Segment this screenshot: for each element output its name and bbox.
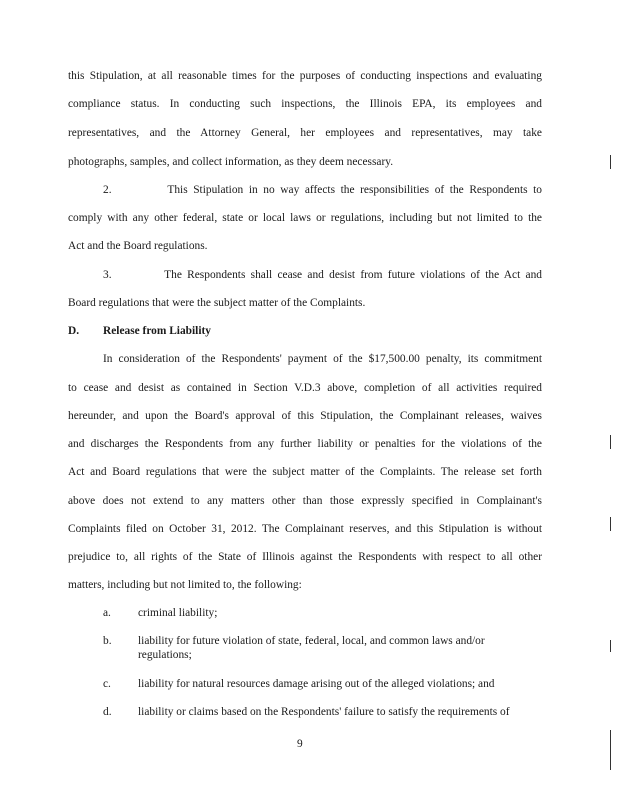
body-line: photographs, samples, and collect information, as they deem necessary. xyxy=(68,156,394,168)
paragraph-2-first-line: 2. This Stipulation in no way affects the responsibilities of the Respondents to xyxy=(103,184,542,196)
release-line: matters, including but not limited to, the following: xyxy=(68,579,302,591)
release-line: Act and Board regulations that were the subject matter of the Complaints. The release set forth xyxy=(68,466,542,478)
release-line: and discharges the Respondents from any further liability or penalties for the violations of the xyxy=(68,438,542,450)
body-line: representatives, and the Attorney General, her employees and representatives, may take xyxy=(68,127,542,139)
scan-margin-mark xyxy=(610,730,611,770)
page-number: 9 xyxy=(297,738,303,750)
body-line: Board regulations that were the subject matter of the Complaints. xyxy=(68,297,366,309)
body-line: comply with any other federal, state or local laws or regulations, including but not limited to the xyxy=(68,212,542,224)
item-label: a. xyxy=(103,607,111,619)
scan-margin-mark xyxy=(610,155,611,169)
scan-margin-mark xyxy=(610,517,611,531)
body-line: compliance status. In conducting such inspections, the Illinois EPA, its employees and xyxy=(68,98,542,110)
release-first-line: In consideration of the Respondents' payment of the $17,500.00 penalty, its commitment xyxy=(103,353,542,365)
release-line: hereunder, and upon the Board's approval of this Stipulation, the Complainant releases, waives xyxy=(68,410,542,422)
release-line: prejudice to, all rights of the State of Illinois against the Respondents with respect to all other xyxy=(68,551,542,563)
scan-margin-mark xyxy=(610,640,611,652)
item-label: b. xyxy=(103,635,112,647)
item-text: liability or claims based on the Respondents' failure to satisfy the requirements of xyxy=(138,706,510,718)
release-line: Complaints filed on October 31, 2012. The Complainant reserves, and this Stipulation is without xyxy=(68,523,542,535)
paragraph-3-first-line: 3. The Respondents shall cease and desist from future violations of the Act and xyxy=(103,269,542,281)
body-line: this Stipulation, at all reasonable times for the purposes of conducting inspections and evaluating xyxy=(68,70,542,82)
item-label: c. xyxy=(103,678,111,690)
scan-margin-mark xyxy=(610,435,611,449)
item-text: criminal liability; xyxy=(138,607,218,619)
body-line: Act and the Board regulations. xyxy=(68,240,208,252)
item-text: liability for future violation of state, federal, local, and common laws and/or regulations; xyxy=(138,635,485,661)
release-line: to cease and desist as contained in Section V.D.3 above, completion of all activities required xyxy=(68,382,542,394)
section-title: Release from Liability xyxy=(103,325,211,337)
item-text: liability for natural resources damage arising out of the alleged violations; and xyxy=(138,678,495,690)
release-line: above does not extend to any matters other than those expressly specified in Complainant's xyxy=(68,495,542,507)
item-label: d. xyxy=(103,706,112,718)
section-label: D. xyxy=(68,325,80,337)
